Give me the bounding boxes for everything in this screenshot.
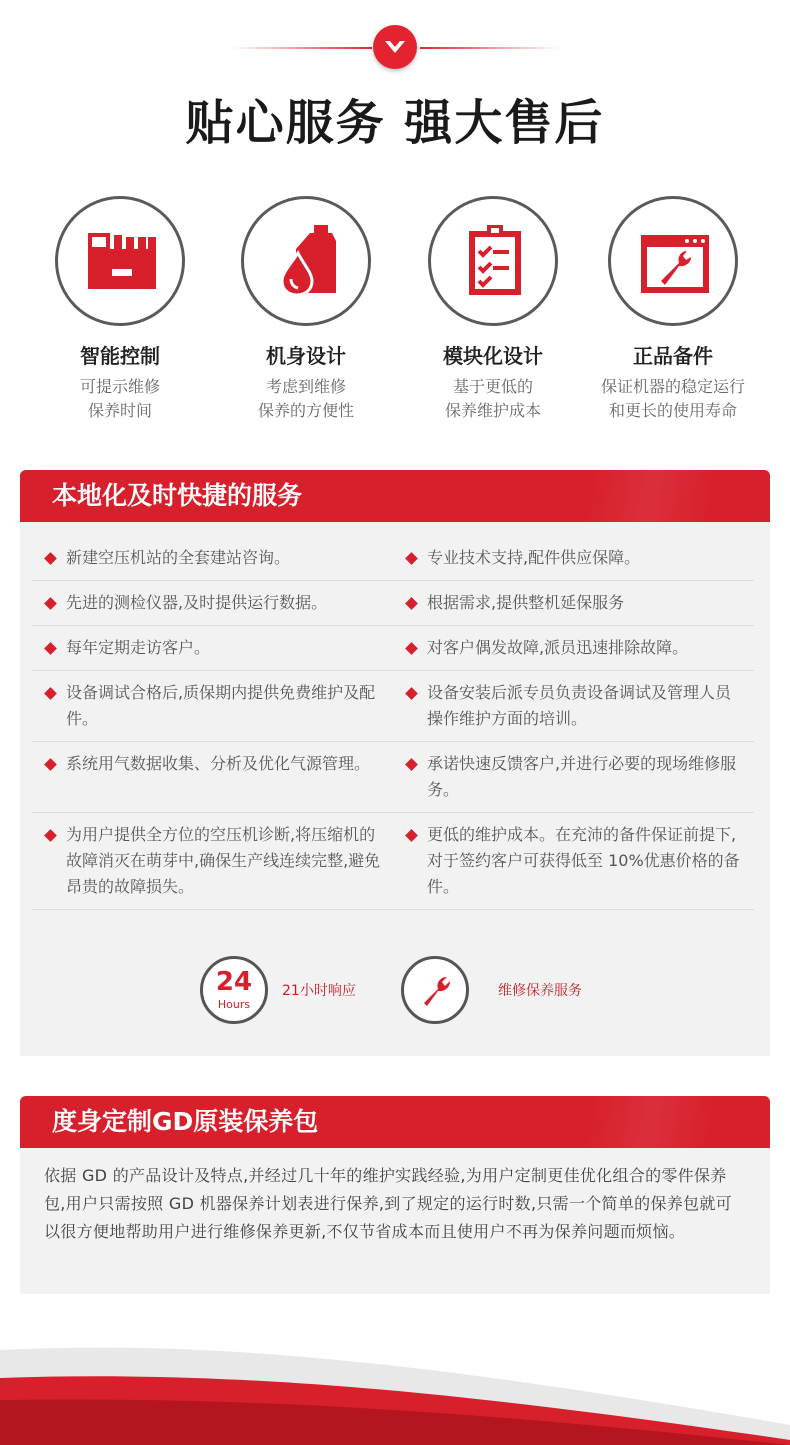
service-item: 为用户提供全方位的空压机诊断,将压缩机的故障消灭在萌芽中,确保生产线连续完整,避免昂贵的故障损失。 xyxy=(32,813,393,909)
service-row xyxy=(32,742,754,813)
wrench-badge xyxy=(401,956,469,1024)
response-label: 21小时响应 xyxy=(282,983,356,999)
feature-icon-circle xyxy=(608,196,738,326)
feature-desc xyxy=(398,375,588,423)
service-badges xyxy=(20,956,770,1026)
feature-title: 模块化设计 xyxy=(443,344,543,368)
service-item: 对客户偶发故障,派员迅速排除故障。 xyxy=(393,626,754,670)
feature-desc-line: 可提示维修 xyxy=(79,377,160,396)
service-panel xyxy=(20,470,770,1056)
feature-item xyxy=(578,196,768,423)
clipboard-checklist-icon xyxy=(455,219,535,299)
feature-desc-line: 考虑到维修 xyxy=(265,377,346,396)
package-panel xyxy=(20,1096,770,1294)
package-panel-title: 度身定制GD原装保养包 xyxy=(20,1096,770,1148)
wrench-window-icon xyxy=(635,219,715,299)
feature-desc-line: 保养的方便性 xyxy=(257,401,354,420)
service-item: 更低的维护成本。在充沛的备件保证前提下,对于签约客户可获得低至 10%优惠价格的备件。 xyxy=(393,813,754,909)
divider-line-right xyxy=(420,47,560,49)
service-row xyxy=(32,536,754,581)
feature-desc-line: 保养时间 xyxy=(87,401,152,420)
control-panel-icon xyxy=(82,219,162,299)
hours-unit: Hours xyxy=(217,998,251,1011)
wrench-icon xyxy=(418,973,454,1009)
feature-desc xyxy=(25,375,215,423)
feature-desc-line: 和更长的使用寿命 xyxy=(608,401,737,420)
feature-desc-line: 保养维护成本 xyxy=(444,401,541,420)
service-item: 每年定期走访客户。 xyxy=(32,626,393,670)
feature-icon-circle xyxy=(428,196,558,326)
chevron-down-icon xyxy=(373,25,417,69)
feature-title: 智能控制 xyxy=(80,344,160,368)
service-panel-title: 本地化及时快捷的服务 xyxy=(20,470,770,522)
package-description: 依据 GD 的产品设计及特点,并经过几十年的维护实践经验,为用户定制更佳优化组合的零件保养包,用户只需按照 GD 机器保养计划表进行保养,到了规定的运行时数,只需一个简单的保养包就可以很方便地帮助用户进行维修保养更新,不仅节省成本而且使用户不再为保养问题而烦恼。 xyxy=(44,1166,732,1241)
feature-icon-circle xyxy=(55,196,185,326)
service-item: 设备调试合格后,质保期内提供免费维护及配件。 xyxy=(32,671,393,741)
service-row xyxy=(32,813,754,910)
feature-item xyxy=(25,196,215,423)
feature-title: 机身设计 xyxy=(266,344,346,368)
service-row xyxy=(32,626,754,671)
service-row xyxy=(32,671,754,742)
service-item: 新建空压机站的全套建站咨询。 xyxy=(32,536,393,580)
service-item: 专业技术支持,配件供应保障。 xyxy=(393,536,754,580)
service-item: 承诺快速反馈客户,并进行必要的现场维修服务。 xyxy=(393,742,754,812)
feature-icon-circle xyxy=(241,196,371,326)
feature-list xyxy=(0,196,790,436)
oil-bottle-icon xyxy=(268,219,348,299)
hours-24-badge xyxy=(200,956,268,1024)
service-item: 系统用气数据收集、分析及优化气源管理。 xyxy=(32,742,393,812)
feature-item xyxy=(211,196,401,423)
header-emblem xyxy=(0,20,790,76)
feature-title: 正品备件 xyxy=(633,344,713,368)
feature-item xyxy=(398,196,588,423)
feature-desc-line: 基于更低的 xyxy=(452,377,533,396)
feature-desc-line: 保证机器的稳定运行 xyxy=(600,377,745,396)
bottom-wave-decoration xyxy=(0,1330,790,1445)
hours-number: 24 xyxy=(215,967,253,997)
service-list xyxy=(32,536,754,910)
divider-line-left xyxy=(232,47,372,49)
feature-desc xyxy=(211,375,401,423)
service-item: 根据需求,提供整机延保服务 xyxy=(393,581,754,625)
feature-desc xyxy=(578,375,768,423)
service-item: 设备安装后派专员负责设备调试及管理人员操作维护方面的培训。 xyxy=(393,671,754,741)
page-title: 贴心服务 强大售后 xyxy=(185,95,605,151)
service-item: 先进的测检仪器,及时提供运行数据。 xyxy=(32,581,393,625)
maintenance-label: 维修保养服务 xyxy=(498,983,582,999)
service-row xyxy=(32,581,754,626)
